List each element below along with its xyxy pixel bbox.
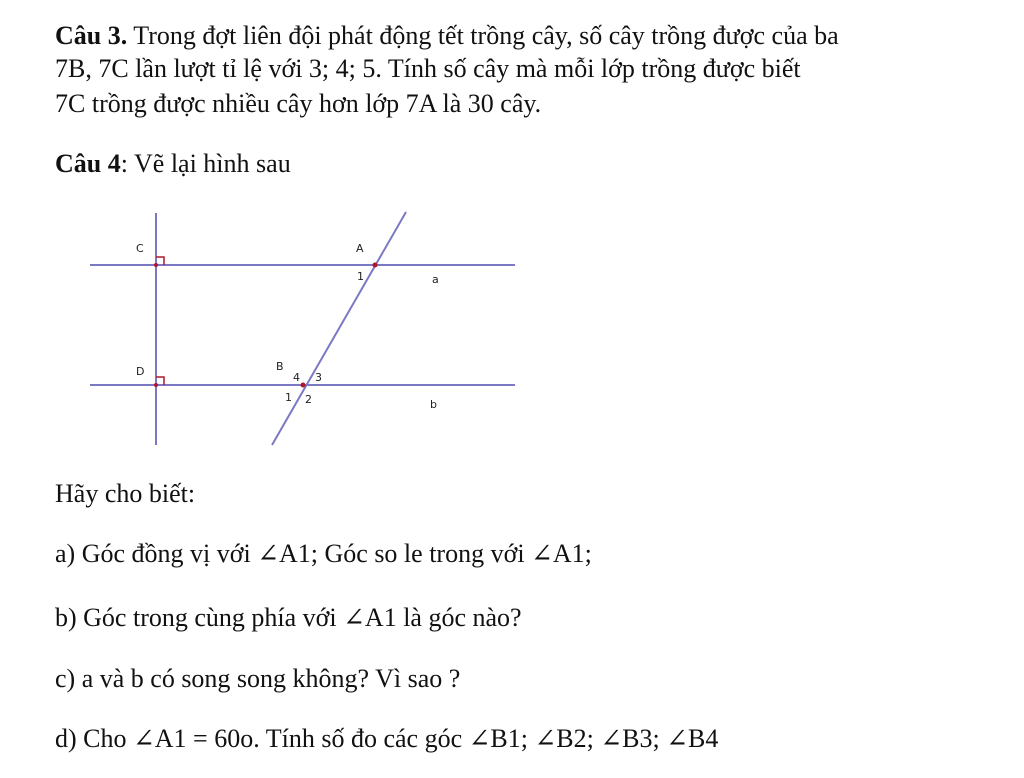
point-d [154, 383, 158, 387]
label-b-point: B [276, 360, 284, 373]
question-b: b) Góc trong cùng phía với ∠A1 là góc nào? [55, 603, 522, 632]
angle-b1-label: 1 [285, 391, 292, 404]
transversal-ab [272, 212, 406, 445]
question-d: d) Cho ∠A1 = 60o. Tính số đo các góc ∠B1; ∠B2; ∠B3; ∠B4 [55, 724, 719, 753]
cau3-label: Câu 3. [55, 21, 128, 50]
angle-a1-label: 1 [357, 270, 364, 283]
label-line-b: b [430, 398, 437, 411]
point-a [373, 263, 378, 268]
cau3-line-2: 7B, 7C lần lượt tỉ lệ với 3; 4; 5. Tính số cây mà mỗi lớp trồng được biết [55, 54, 801, 83]
cau4-label: Câu 4 [55, 149, 121, 178]
cau3-text-1: Trong đợt liên đội phát động tết trồng cây, số cây trồng được của ba [133, 21, 839, 50]
label-d: D [136, 365, 145, 378]
point-b [301, 383, 306, 388]
label-line-a: a [432, 273, 439, 286]
cau4-text: : Vẽ lại hình sau [120, 149, 291, 178]
angle-b4-label: 4 [293, 371, 300, 384]
angle-b2-label: 2 [305, 393, 312, 406]
label-a-point: A [356, 242, 364, 255]
questions-intro: Hãy cho biết: [55, 479, 196, 508]
label-c: C [136, 242, 144, 255]
point-c [154, 263, 158, 267]
question-c: c) a và b có song song không? Vì sao ? [55, 664, 461, 693]
angle-b3-label: 3 [315, 371, 322, 384]
cau3-line-3: 7C trồng được nhiều cây hơn lớp 7A là 30 cây. [55, 89, 542, 118]
question-a: a) Góc đồng vị với ∠A1; Góc so le trong với ∠A1; [55, 539, 592, 568]
